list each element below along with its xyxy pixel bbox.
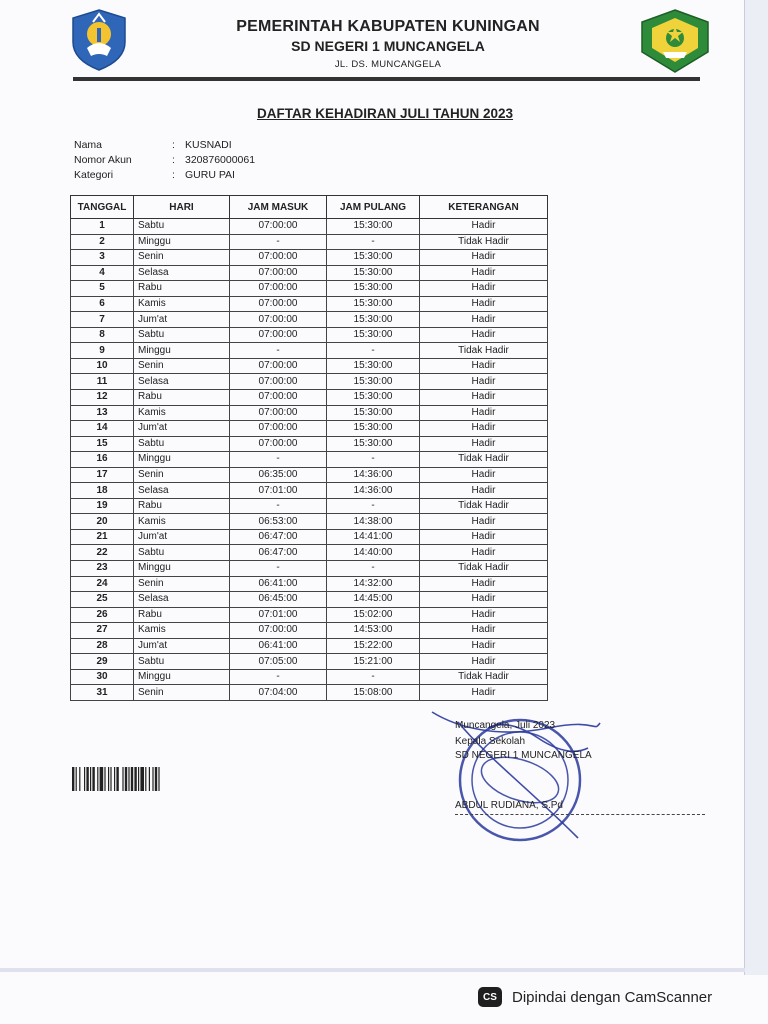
sign-position: Kepala Sekolah bbox=[455, 736, 526, 747]
info-separator: : bbox=[172, 138, 175, 151]
info-value: 320876000061 bbox=[185, 153, 256, 166]
col-header-time-out: JAM PULANG bbox=[327, 196, 420, 219]
info-label: Nama bbox=[74, 138, 103, 151]
cell-time-out: 15:30:00 bbox=[327, 436, 420, 452]
cell-time-in: 07:00:00 bbox=[230, 281, 327, 297]
cell-day: Senin bbox=[134, 685, 230, 701]
cell-time-in: 07:00:00 bbox=[230, 374, 327, 390]
cell-date: 16 bbox=[71, 452, 134, 468]
cell-time-out: - bbox=[327, 561, 420, 577]
cell-date: 14 bbox=[71, 421, 134, 437]
table-row bbox=[71, 623, 548, 639]
cell-remarks: Hadir bbox=[420, 654, 548, 670]
camscanner-logo-icon: CS bbox=[478, 987, 502, 1007]
cell-time-out: 15:30:00 bbox=[327, 312, 420, 328]
cell-remarks: Hadir bbox=[420, 265, 548, 281]
cell-remarks: Hadir bbox=[420, 545, 548, 561]
cell-time-out: 15:30:00 bbox=[327, 421, 420, 437]
cell-date: 7 bbox=[71, 312, 134, 328]
cell-time-out: 15:30:00 bbox=[327, 265, 420, 281]
cell-time-in: 07:00:00 bbox=[230, 327, 327, 343]
document-title: DAFTAR KEHADIRAN JULI TAHUN 2023 bbox=[256, 106, 514, 121]
camscanner-label: Dipindai dengan CamScanner bbox=[512, 988, 713, 1006]
cell-time-in: 07:00:00 bbox=[230, 390, 327, 406]
cell-date: 9 bbox=[71, 343, 134, 359]
cell-day: Sabtu bbox=[134, 436, 230, 452]
cell-day: Minggu bbox=[134, 669, 230, 685]
cell-time-out: 15:30:00 bbox=[327, 250, 420, 266]
cell-remarks: Hadir bbox=[420, 436, 548, 452]
table-row bbox=[71, 483, 548, 499]
table-row bbox=[71, 514, 548, 530]
cell-date: 31 bbox=[71, 685, 134, 701]
cell-time-in: 07:00:00 bbox=[230, 312, 327, 328]
cell-time-in: 06:41:00 bbox=[230, 638, 327, 654]
cell-remarks: Hadir bbox=[420, 592, 548, 608]
cell-time-in: 06:45:00 bbox=[230, 592, 327, 608]
letterhead-divider bbox=[73, 77, 700, 81]
cell-time-out: 14:40:00 bbox=[327, 545, 420, 561]
camscanner-watermark bbox=[478, 982, 712, 1012]
cell-remarks: Hadir bbox=[420, 607, 548, 623]
cell-time-in: - bbox=[230, 561, 327, 577]
cell-remarks: Tidak Hadir bbox=[420, 234, 548, 250]
cell-time-in: - bbox=[230, 498, 327, 514]
cell-date: 1 bbox=[71, 219, 134, 235]
cell-time-out: - bbox=[327, 234, 420, 250]
col-header-time-in: JAM MASUK bbox=[230, 196, 327, 219]
col-header-date: TANGGAL bbox=[71, 196, 134, 219]
cell-time-in: 07:01:00 bbox=[230, 483, 327, 499]
employee-info bbox=[74, 137, 255, 182]
cell-date: 29 bbox=[71, 654, 134, 670]
table-row bbox=[71, 234, 548, 250]
cell-day: Sabtu bbox=[134, 219, 230, 235]
col-header-day: HARI bbox=[134, 196, 230, 219]
cell-time-out: - bbox=[327, 498, 420, 514]
table-row bbox=[71, 498, 548, 514]
cell-time-out: 15:30:00 bbox=[327, 281, 420, 297]
cell-time-in: 07:04:00 bbox=[230, 685, 327, 701]
cell-time-out: 15:30:00 bbox=[327, 374, 420, 390]
cell-time-out: 15:30:00 bbox=[327, 296, 420, 312]
sign-place-date: Muncangela, Juli 2023 bbox=[455, 720, 556, 731]
cell-date: 11 bbox=[71, 374, 134, 390]
tut-wuri-handayani-logo-icon bbox=[63, 8, 135, 72]
cell-remarks: Tidak Hadir bbox=[420, 452, 548, 468]
cell-time-in: 07:00:00 bbox=[230, 436, 327, 452]
cell-day: Selasa bbox=[134, 265, 230, 281]
cell-remarks: Hadir bbox=[420, 358, 548, 374]
cell-remarks: Hadir bbox=[420, 405, 548, 421]
cell-day: Rabu bbox=[134, 607, 230, 623]
cell-day: Minggu bbox=[134, 343, 230, 359]
cell-time-out: 15:21:00 bbox=[327, 654, 420, 670]
cell-remarks: Tidak Hadir bbox=[420, 669, 548, 685]
government-name: PEMERINTAH KABUPATEN KUNINGAN bbox=[236, 18, 540, 35]
cell-remarks: Hadir bbox=[420, 638, 548, 654]
cell-time-out: 15:30:00 bbox=[327, 390, 420, 406]
cell-date: 6 bbox=[71, 296, 134, 312]
cell-date: 4 bbox=[71, 265, 134, 281]
cell-date: 3 bbox=[71, 250, 134, 266]
table-row bbox=[71, 592, 548, 608]
table-row bbox=[71, 654, 548, 670]
cell-date: 15 bbox=[71, 436, 134, 452]
table-row bbox=[71, 374, 548, 390]
cell-time-out: 15:30:00 bbox=[327, 327, 420, 343]
table-row bbox=[71, 312, 548, 328]
table-row bbox=[71, 250, 548, 266]
cell-day: Senin bbox=[134, 576, 230, 592]
cell-day: Jum'at bbox=[134, 312, 230, 328]
info-row-account bbox=[74, 152, 255, 167]
cell-date: 25 bbox=[71, 592, 134, 608]
cell-remarks: Hadir bbox=[420, 421, 548, 437]
cell-day: Jum'at bbox=[134, 421, 230, 437]
sign-school: SD NEGERI 1 MUNCANGELA bbox=[455, 750, 592, 761]
table-row bbox=[71, 358, 548, 374]
table-row bbox=[71, 421, 548, 437]
school-name: SD NEGERI 1 MUNCANGELA bbox=[291, 38, 485, 54]
table-row bbox=[71, 545, 548, 561]
cell-day: Senin bbox=[134, 467, 230, 483]
table-row bbox=[71, 327, 548, 343]
cell-date: 5 bbox=[71, 281, 134, 297]
cell-date: 27 bbox=[71, 623, 134, 639]
sign-name: ABDUL RUDIANA, S.Pd bbox=[455, 800, 563, 811]
cell-remarks: Tidak Hadir bbox=[420, 498, 548, 514]
table-row bbox=[71, 281, 548, 297]
cell-date: 2 bbox=[71, 234, 134, 250]
school-address: JL. DS. MUNCANGELA bbox=[334, 59, 442, 70]
info-separator: : bbox=[172, 168, 175, 181]
table-row bbox=[71, 219, 548, 235]
table-row bbox=[71, 436, 548, 452]
cell-time-in: 07:00:00 bbox=[230, 358, 327, 374]
table-row bbox=[71, 529, 548, 545]
cell-remarks: Hadir bbox=[420, 296, 548, 312]
cell-day: Senin bbox=[134, 250, 230, 266]
info-label: Nomor Akun bbox=[74, 153, 132, 166]
cell-remarks: Hadir bbox=[420, 514, 548, 530]
table-row bbox=[71, 669, 548, 685]
cell-date: 20 bbox=[71, 514, 134, 530]
cell-remarks: Tidak Hadir bbox=[420, 561, 548, 577]
cell-date: 26 bbox=[71, 607, 134, 623]
attendance-table bbox=[70, 195, 548, 701]
table-body bbox=[71, 219, 548, 701]
cell-time-in: 07:00:00 bbox=[230, 405, 327, 421]
cell-date: 17 bbox=[71, 467, 134, 483]
cell-time-in: - bbox=[230, 343, 327, 359]
cell-date: 18 bbox=[71, 483, 134, 499]
cell-time-out: - bbox=[327, 343, 420, 359]
cell-date: 8 bbox=[71, 327, 134, 343]
table-header-row bbox=[71, 196, 548, 219]
cell-time-in: 07:00:00 bbox=[230, 421, 327, 437]
barcode bbox=[72, 767, 196, 791]
cell-day: Sabtu bbox=[134, 545, 230, 561]
cell-date: 23 bbox=[71, 561, 134, 577]
cell-time-out: 15:08:00 bbox=[327, 685, 420, 701]
cell-remarks: Tidak Hadir bbox=[420, 343, 548, 359]
cell-day: Rabu bbox=[134, 498, 230, 514]
cell-time-in: 07:00:00 bbox=[230, 265, 327, 281]
table-row bbox=[71, 685, 548, 701]
cell-day: Rabu bbox=[134, 281, 230, 297]
cell-remarks: Hadir bbox=[420, 250, 548, 266]
info-row-category bbox=[74, 167, 255, 182]
table-row bbox=[71, 452, 548, 468]
cell-date: 28 bbox=[71, 638, 134, 654]
cell-day: Sabtu bbox=[134, 654, 230, 670]
cell-time-in: 07:00:00 bbox=[230, 219, 327, 235]
cell-remarks: Hadir bbox=[420, 327, 548, 343]
cell-remarks: Hadir bbox=[420, 219, 548, 235]
info-row-name bbox=[74, 137, 255, 152]
cell-time-out: 14:41:00 bbox=[327, 529, 420, 545]
table-row bbox=[71, 296, 548, 312]
cell-time-out: 14:36:00 bbox=[327, 483, 420, 499]
cell-day: Rabu bbox=[134, 390, 230, 406]
cell-date: 24 bbox=[71, 576, 134, 592]
cell-remarks: Hadir bbox=[420, 374, 548, 390]
cell-time-in: - bbox=[230, 234, 327, 250]
cell-time-out: 15:30:00 bbox=[327, 405, 420, 421]
cell-time-out: 14:32:00 bbox=[327, 576, 420, 592]
info-value: GURU PAI bbox=[185, 168, 235, 181]
cell-day: Kamis bbox=[134, 514, 230, 530]
cell-time-out: - bbox=[327, 452, 420, 468]
cell-day: Minggu bbox=[134, 452, 230, 468]
cell-day: Selasa bbox=[134, 592, 230, 608]
cell-day: Selasa bbox=[134, 374, 230, 390]
info-value: KUSNADI bbox=[185, 138, 232, 151]
table-row bbox=[71, 265, 548, 281]
table-row bbox=[71, 607, 548, 623]
cell-day: Minggu bbox=[134, 561, 230, 577]
cell-time-out: 15:22:00 bbox=[327, 638, 420, 654]
cell-time-out: - bbox=[327, 669, 420, 685]
kemenag-logo-icon bbox=[638, 8, 712, 74]
cell-day: Selasa bbox=[134, 483, 230, 499]
cell-remarks: Hadir bbox=[420, 312, 548, 328]
cell-time-in: - bbox=[230, 669, 327, 685]
table-row bbox=[71, 638, 548, 654]
letterhead bbox=[140, 18, 636, 70]
cell-date: 10 bbox=[71, 358, 134, 374]
cell-remarks: Hadir bbox=[420, 390, 548, 406]
cell-remarks: Hadir bbox=[420, 623, 548, 639]
cell-remarks: Hadir bbox=[420, 529, 548, 545]
cell-day: Kamis bbox=[134, 296, 230, 312]
table-row bbox=[71, 576, 548, 592]
cell-day: Minggu bbox=[134, 234, 230, 250]
cell-date: 13 bbox=[71, 405, 134, 421]
cell-time-out: 14:38:00 bbox=[327, 514, 420, 530]
cell-time-in: - bbox=[230, 452, 327, 468]
cell-time-out: 14:45:00 bbox=[327, 592, 420, 608]
page-bottom-edge bbox=[0, 968, 745, 972]
info-separator: : bbox=[172, 153, 175, 166]
cell-date: 21 bbox=[71, 529, 134, 545]
cell-day: Jum'at bbox=[134, 638, 230, 654]
cell-time-in: 06:35:00 bbox=[230, 467, 327, 483]
cell-remarks: Hadir bbox=[420, 281, 548, 297]
cell-time-in: 07:00:00 bbox=[230, 296, 327, 312]
page-edge bbox=[744, 0, 768, 975]
cell-time-out: 15:30:00 bbox=[327, 219, 420, 235]
table-row bbox=[71, 405, 548, 421]
cell-time-out: 14:36:00 bbox=[327, 467, 420, 483]
cell-time-in: 07:05:00 bbox=[230, 654, 327, 670]
cell-remarks: Hadir bbox=[420, 483, 548, 499]
cell-time-in: 06:47:00 bbox=[230, 545, 327, 561]
sign-underline bbox=[455, 814, 705, 815]
cell-time-out: 15:02:00 bbox=[327, 607, 420, 623]
cell-remarks: Hadir bbox=[420, 685, 548, 701]
cell-day: Kamis bbox=[134, 405, 230, 421]
cell-remarks: Hadir bbox=[420, 467, 548, 483]
cell-date: 12 bbox=[71, 390, 134, 406]
cell-time-in: 07:01:00 bbox=[230, 607, 327, 623]
table-row bbox=[71, 343, 548, 359]
cell-date: 22 bbox=[71, 545, 134, 561]
table-row bbox=[71, 467, 548, 483]
col-header-remarks: KETERANGAN bbox=[420, 196, 548, 219]
cell-time-out: 15:30:00 bbox=[327, 358, 420, 374]
cell-day: Sabtu bbox=[134, 327, 230, 343]
cell-day: Senin bbox=[134, 358, 230, 374]
cell-day: Kamis bbox=[134, 623, 230, 639]
cell-day: Jum'at bbox=[134, 529, 230, 545]
table-row bbox=[71, 561, 548, 577]
info-label: Kategori bbox=[74, 168, 114, 181]
table-row bbox=[71, 390, 548, 406]
cell-remarks: Hadir bbox=[420, 576, 548, 592]
cell-time-in: 06:41:00 bbox=[230, 576, 327, 592]
cell-time-in: 06:47:00 bbox=[230, 529, 327, 545]
cell-time-in: 06:53:00 bbox=[230, 514, 327, 530]
cell-time-in: 07:00:00 bbox=[230, 623, 327, 639]
cell-date: 30 bbox=[71, 669, 134, 685]
cell-time-out: 14:53:00 bbox=[327, 623, 420, 639]
cell-time-in: 07:00:00 bbox=[230, 250, 327, 266]
cell-date: 19 bbox=[71, 498, 134, 514]
